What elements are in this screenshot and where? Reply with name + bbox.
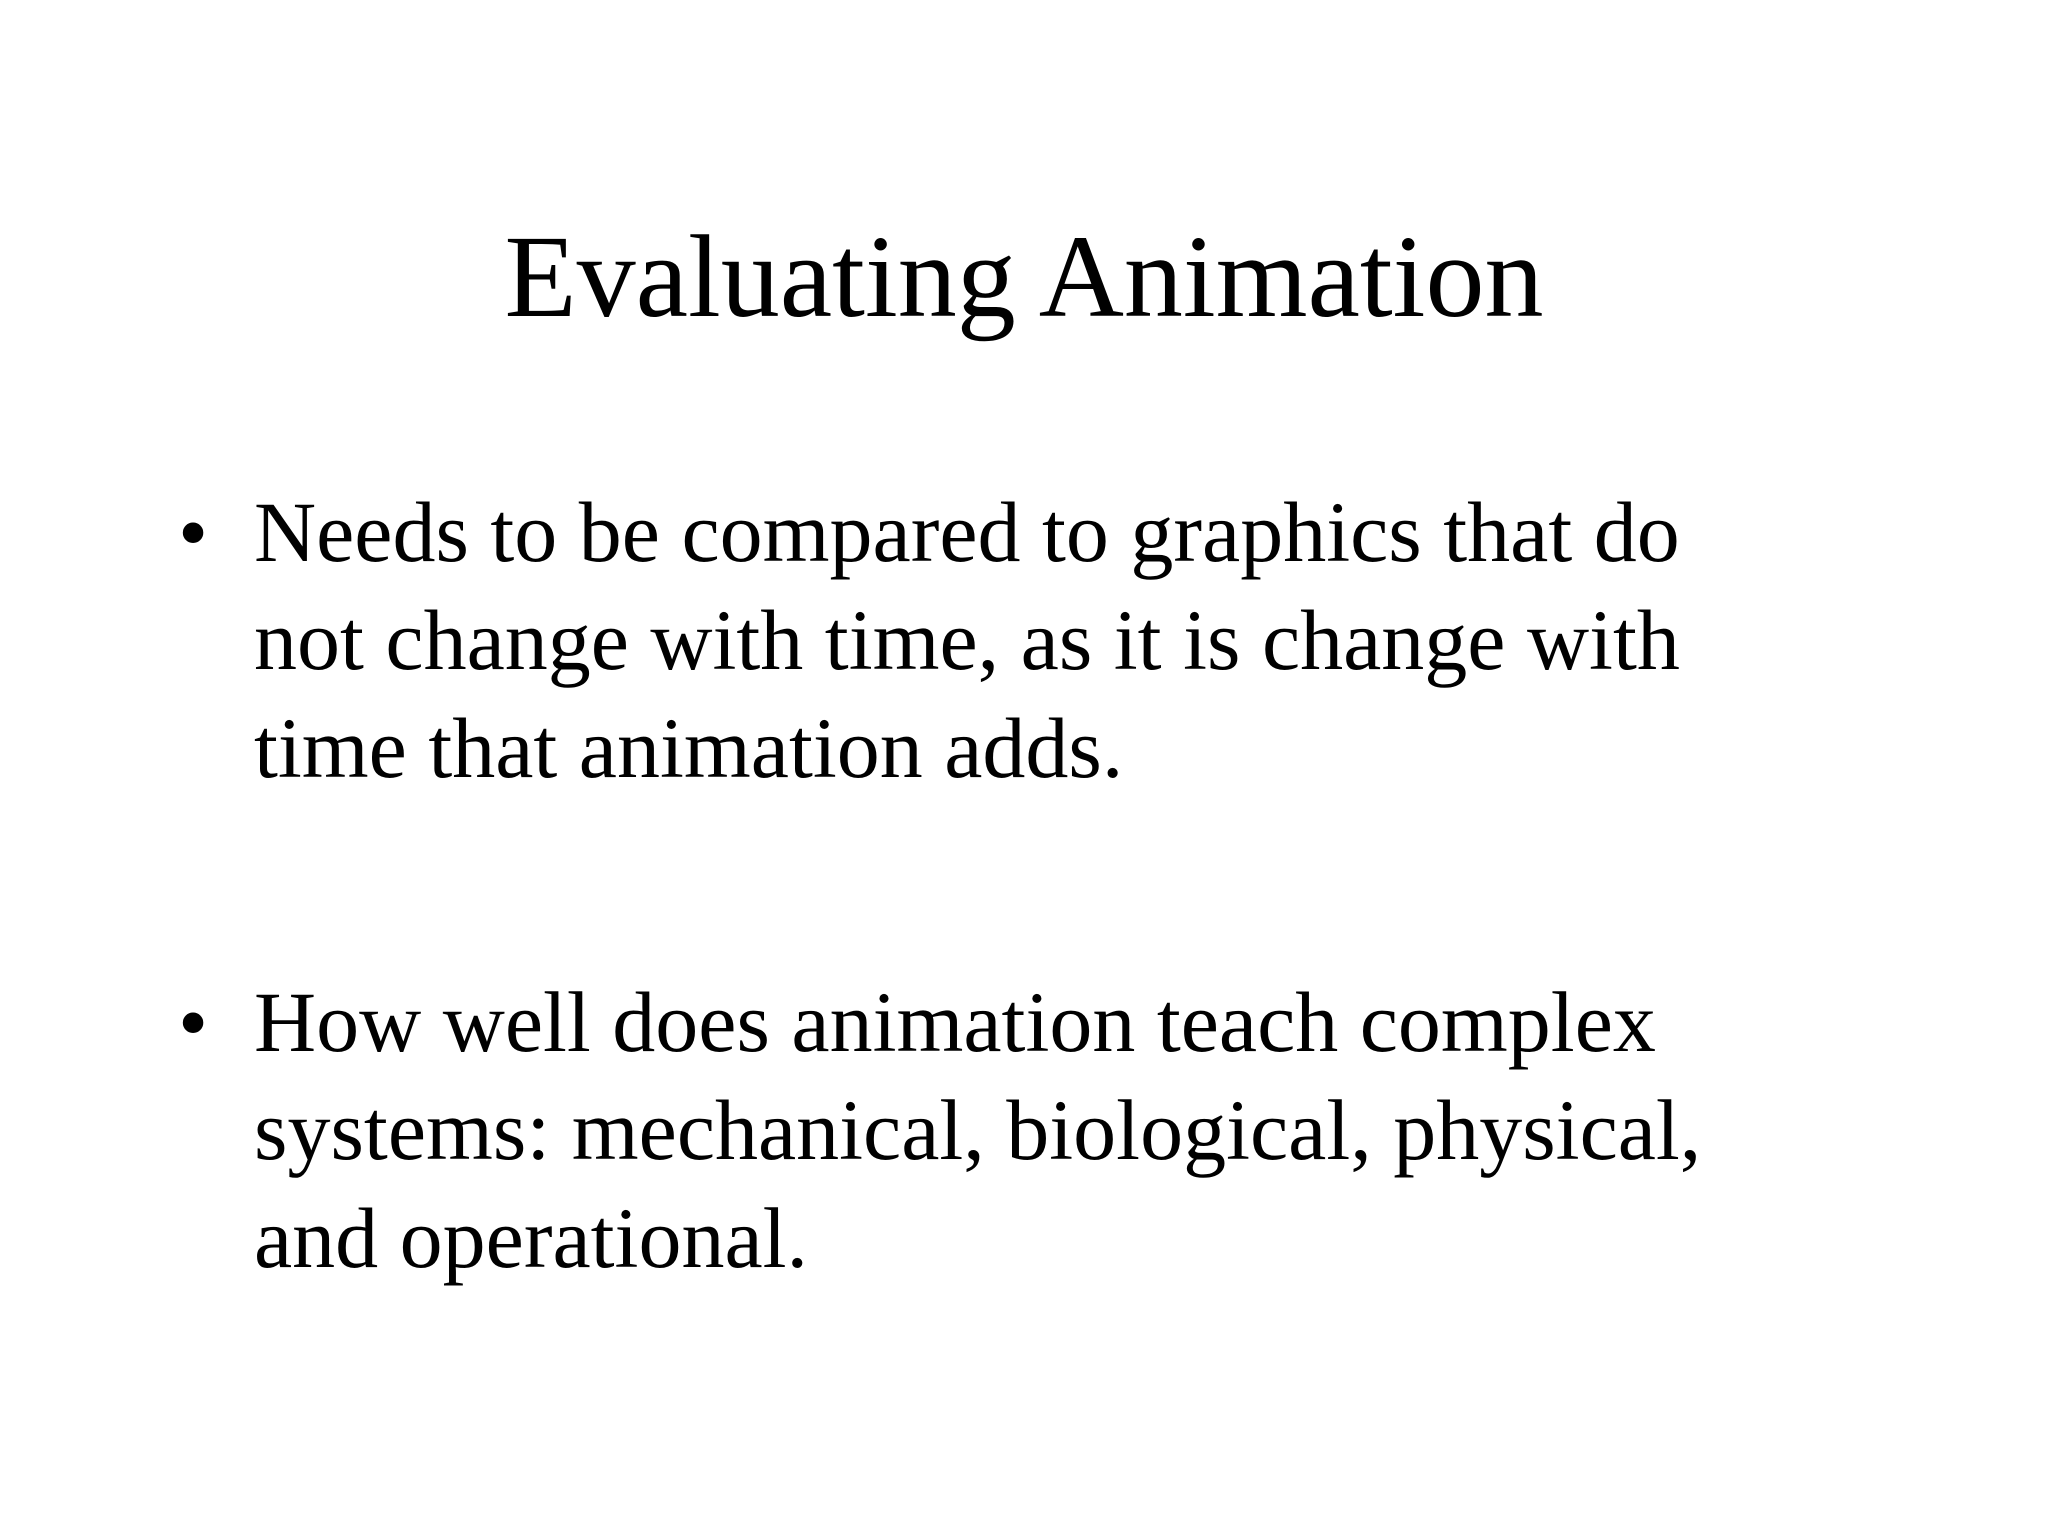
bullet-icon: •	[178, 974, 209, 1070]
bullet-line: How well does animation teach complex	[254, 974, 1656, 1070]
bullet-text	[254, 968, 1854, 1292]
bullet-line: systems: mechanical, biological, physical,	[254, 1082, 1702, 1178]
bullet-line: Needs to be compared to graphics that do	[254, 484, 1680, 580]
bullet-icon: •	[178, 484, 209, 580]
slide-title: Evaluating Animation	[504, 211, 1544, 342]
bullet-line: and operational.	[254, 1190, 809, 1286]
bullet-line: time that animation adds.	[254, 700, 1124, 796]
bullet-line: not change with time, as it is change with	[254, 592, 1680, 688]
bullet-text	[254, 478, 1854, 802]
